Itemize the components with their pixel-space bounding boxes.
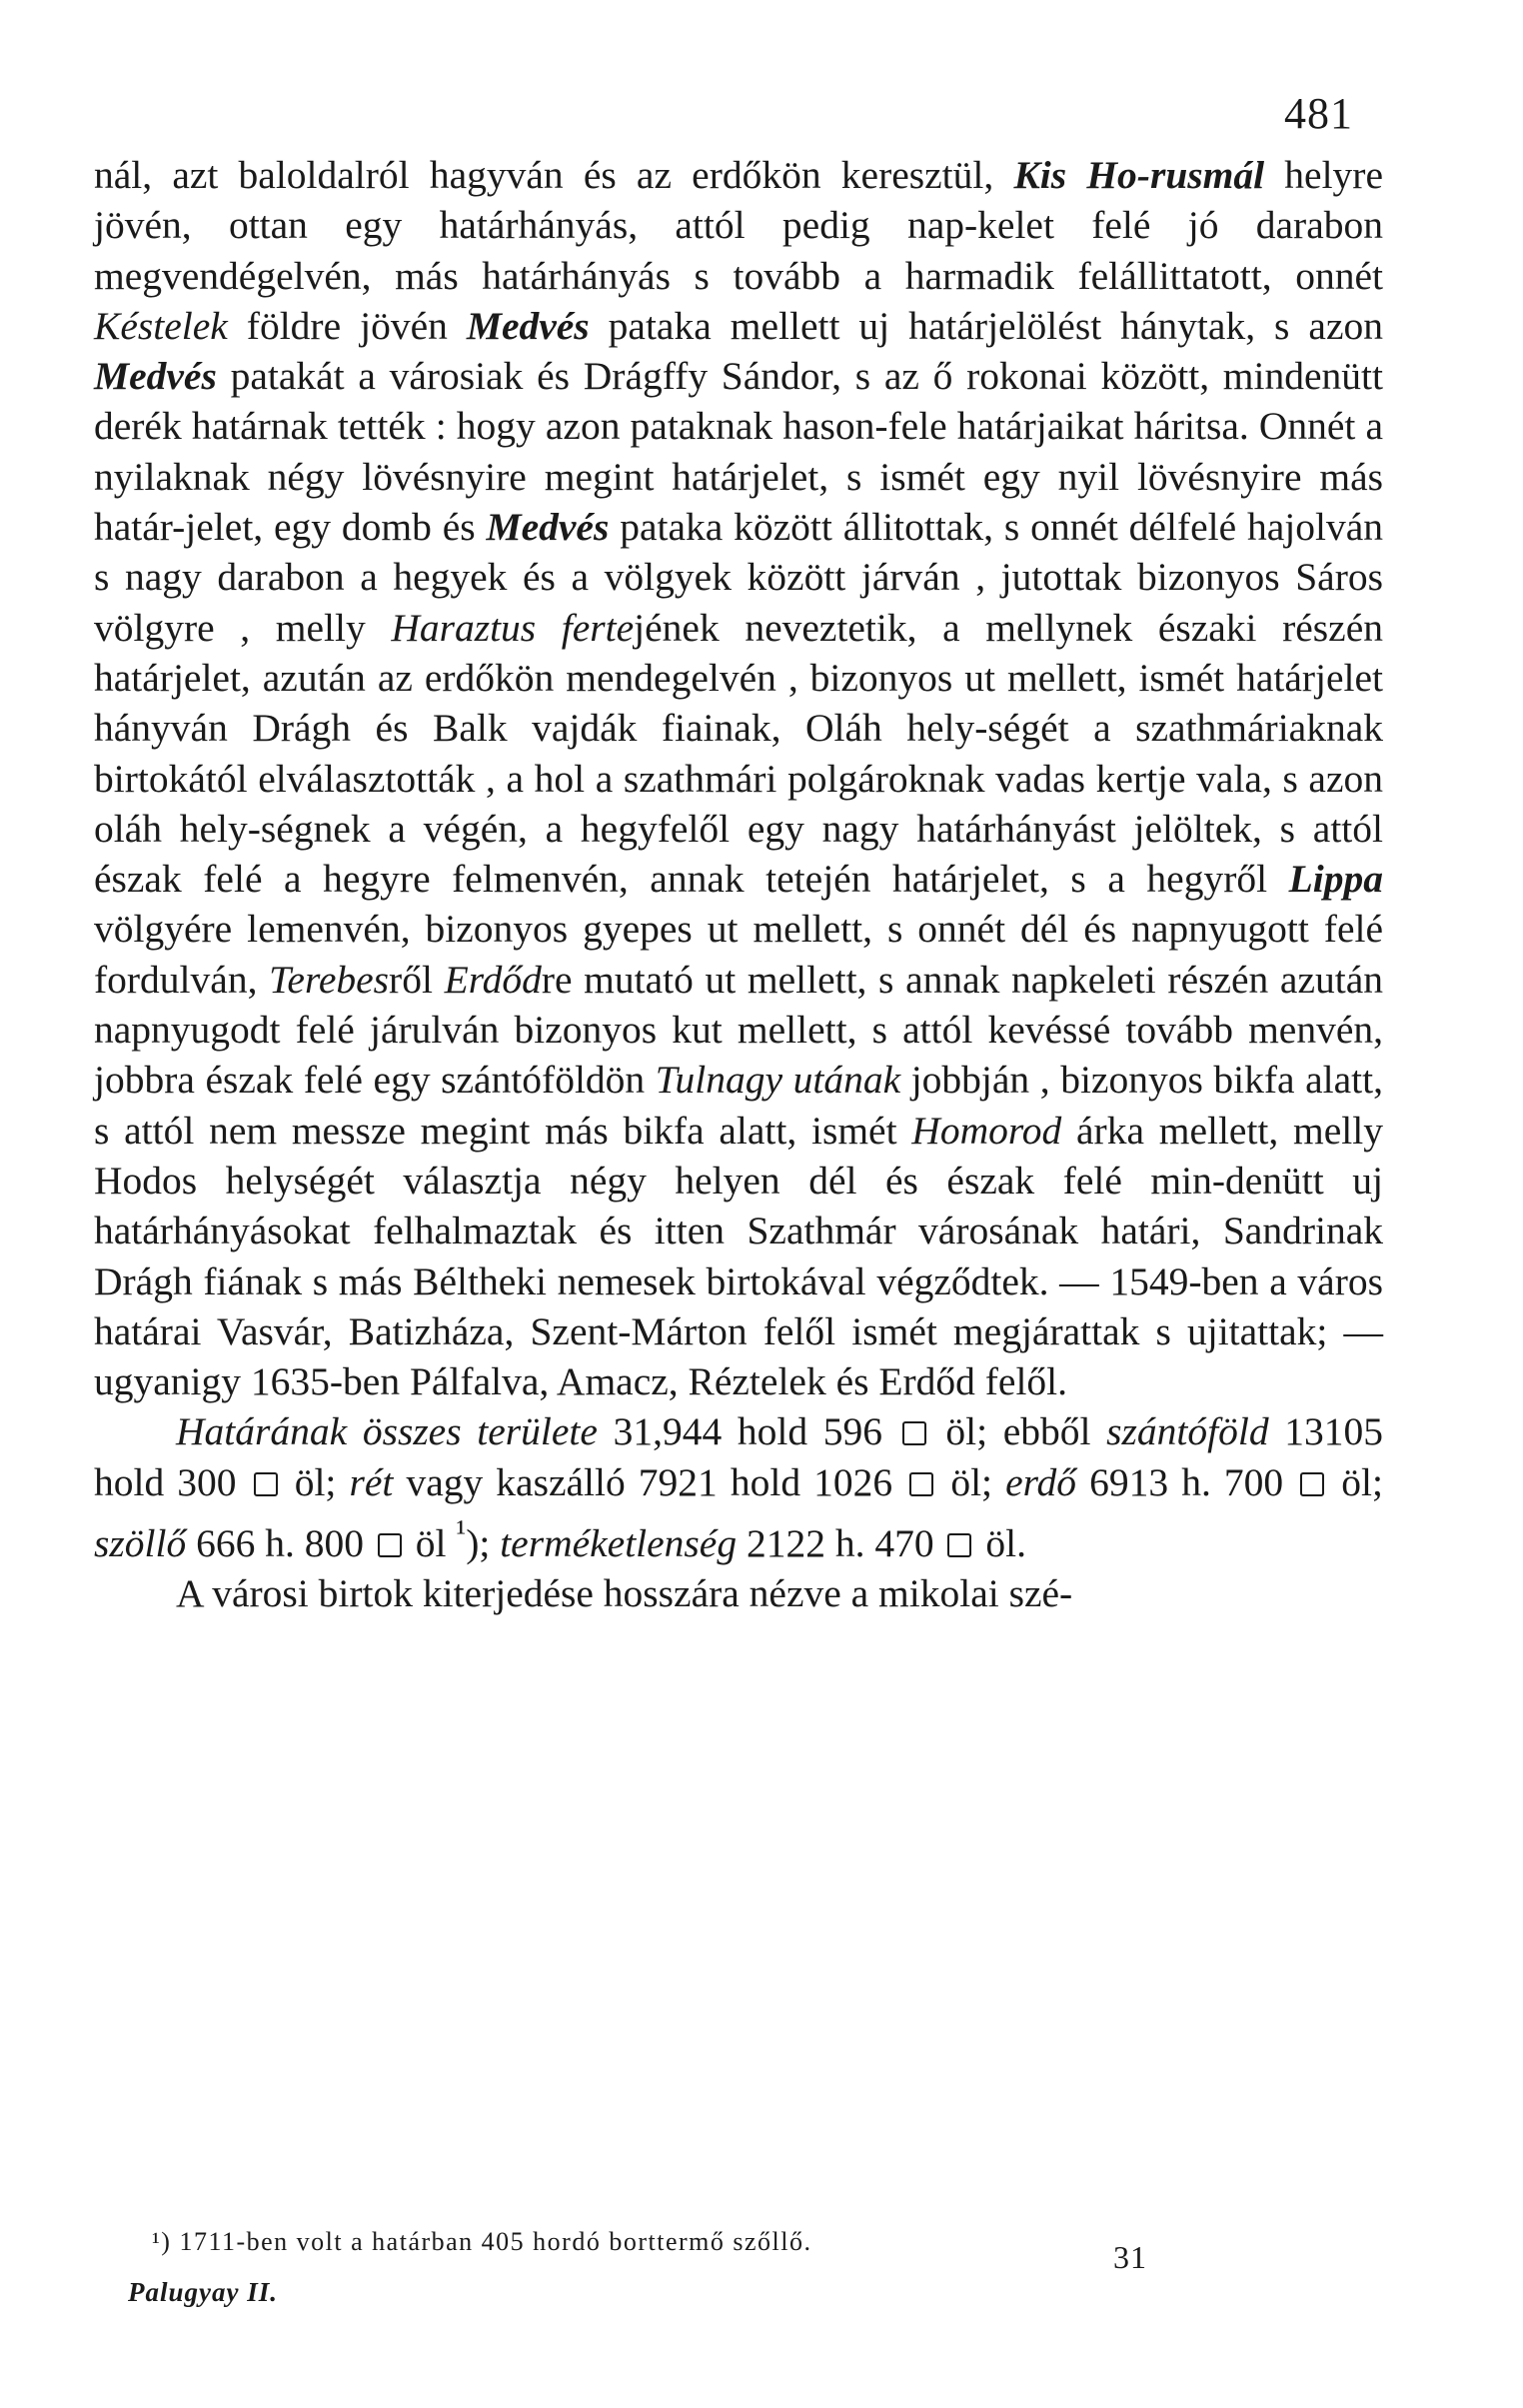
text-run: pataka mellett uj határjelölést hánytak, s azon <box>589 303 1383 348</box>
text-run: ről <box>389 957 445 1002</box>
text-run: öl; <box>937 1459 1006 1504</box>
text-run: 2122 h. 470 <box>737 1521 944 1566</box>
place-name-emphasis: Haraztus ferte <box>391 605 635 650</box>
printer-signature: Palugyay II. <box>128 2277 278 2307</box>
term-emphasis: szántóföld <box>1106 1409 1269 1454</box>
place-name-emphasis: Késtelek <box>94 303 228 348</box>
square-unit-icon <box>254 1472 278 1496</box>
term-emphasis: Határának összes területe <box>176 1409 598 1454</box>
text-run: öl. <box>975 1521 1026 1566</box>
term-emphasis: terméketlenség <box>500 1521 738 1566</box>
text-run: jobbján , bizonyos bikfa alatt, s attól nem messze megint más bikfa alatt, ismét <box>94 1058 1383 1153</box>
text-run: 31,944 hold 596 <box>597 1409 898 1454</box>
text-run: patakát a városiak és Drágffy Sándor, s az ő rokonai között, mindenütt derék határnak tették : hogy azon pataknak hason-fele határjaikat háritsa. Onnét a nyilaknak négy lövésnyire megint határjelet, s ismét egy nyil lövésnyire más határ-jelet, egy domb és <box>94 354 1383 550</box>
square-unit-icon <box>902 1421 926 1445</box>
text-run: jének neveztetik, a mellynek északi részén határjelet, azután az erdőkön mendegelvén , bizonyos ut mellett, ismét határjelet hányván Drágh és Balk vajdák fiainak, Oláh hely-ségét a szathmáriaknak birtokától elválasztották , a hol a szathmári polgároknak vadas kertje vala, s azon oláh hely-ségnek a végén, a hegyfelől egy nagy határhányást jelöltek, s attól észak felé a hegyre felmenvén, annak tetején határjelet, s a hegyről <box>94 605 1383 902</box>
place-name-emphasis: Medvés <box>486 505 610 550</box>
sheet-signature-number: 31 <box>1113 2239 1147 2275</box>
text-run: földre jövén <box>227 303 467 348</box>
square-unit-icon <box>947 1533 971 1557</box>
text-run: völgyére lemenvén, bizonyos gyepes ut mellett, s onnét dél és napnyugott felé fordulván, <box>94 907 1383 1002</box>
place-name-emphasis: Kis Ho-rusmál <box>1013 153 1265 197</box>
square-unit-icon <box>1300 1472 1324 1496</box>
text-run: helyre jövén, ottan egy határhányás, attól pedig nap-kelet felé jó darabon megvendégelvén, más határhányás s tovább a harmadik felállittatott, onnét <box>94 153 1383 298</box>
footnote-reference[interactable]: ¹ <box>456 1514 467 1551</box>
text-run: re mutató ut mellett, s annak napkeleti részén azután napnyugodt felé járulván bizonyos kut mellett, s attól kevéssé tovább menvén, jobbra észak felé egy szántóföldön <box>94 957 1383 1103</box>
paragraph-boundary-description <box>94 150 1383 1406</box>
text-run: 13105 hold 300 <box>94 1409 1383 1504</box>
text-run: ); <box>466 1521 501 1566</box>
square-unit-icon <box>378 1533 402 1557</box>
text-run: 666 h. 800 <box>186 1521 374 1566</box>
text-run: öl; ebből <box>929 1409 1107 1454</box>
footnote-marker: ¹) <box>152 2227 172 2256</box>
text-run: A városi birtok kiterjedése hosszára nézve a mikolai szé- <box>176 1571 1073 1616</box>
text-run: pataka között állitottak, s onnét délfelé hajolván s nagy darabon a hegyek és a völgyek között járván , jutottak bizonyos Sáros völgyre , melly <box>94 505 1383 650</box>
place-name-emphasis: Tulnagy utának <box>655 1058 901 1103</box>
text-run: 6913 h. 700 <box>1076 1459 1297 1504</box>
text-run: öl; <box>1328 1459 1384 1504</box>
body-text <box>94 150 1383 1619</box>
footnote <box>152 2227 811 2257</box>
footnote-text: 1711-ben volt a határban 405 hordó borttermő szőllő. <box>179 2227 812 2256</box>
text-run: árka mellett, melly Hodos helységét választja négy helyen dél és észak felé min-denütt uj határhányásokat felhalmaztak és itten Szathmár városának határi, Sandrinak Drágh fiának s más Béltheki nemesek birtokával végződtek. — 1549-ben a város határai Vasvár, Batizháza, Szent-Márton felől ismét megjárattak s ujitattak; — ugyanigy 1635-ben Pálfalva, Amacz, Réztelek és Erdőd felől. <box>94 1108 1383 1404</box>
place-name-emphasis: Erdőd <box>444 957 542 1002</box>
term-emphasis: rét <box>349 1459 394 1504</box>
place-name-emphasis: Terebes <box>269 957 390 1002</box>
place-name-emphasis: Medvés <box>94 354 217 399</box>
paragraph-estate-extent <box>94 1568 1383 1618</box>
paragraph-land-area <box>94 1406 1383 1568</box>
text-run: nál, azt baloldalról hagyván és az erdőkön keresztül, <box>94 153 1014 197</box>
term-emphasis: szöllő <box>94 1521 187 1566</box>
place-name-emphasis: Medvés <box>466 303 590 348</box>
text-run: vagy kaszálló 7921 hold 1026 <box>393 1459 906 1504</box>
text-run: öl; <box>281 1459 350 1504</box>
square-unit-icon <box>909 1472 933 1496</box>
term-emphasis: erdő <box>1005 1459 1077 1504</box>
place-name-emphasis: Lippa <box>1288 857 1383 902</box>
text-run: öl <box>405 1521 457 1566</box>
place-name-emphasis: Homorod <box>911 1108 1062 1153</box>
page-number: 481 <box>1284 89 1353 138</box>
